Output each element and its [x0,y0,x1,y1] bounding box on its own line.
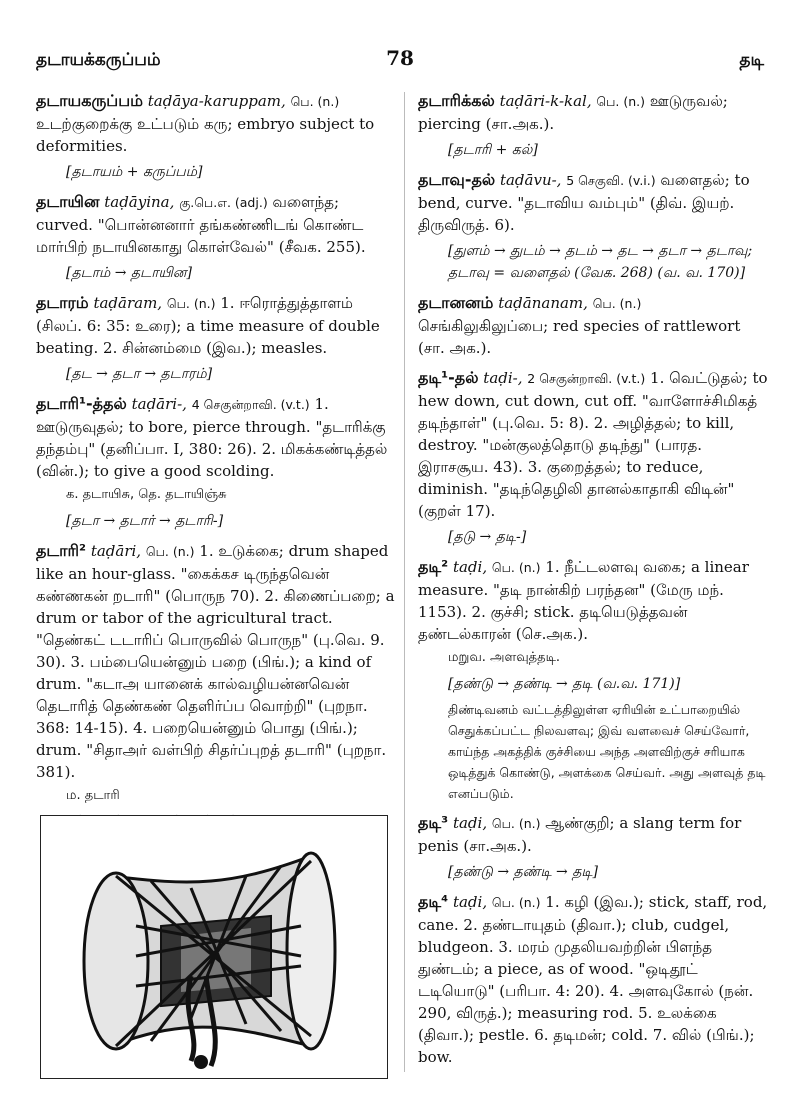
right-column [418,90,770,1076]
definition: வளைந்த; curved. "பொன்னனார் தங்கண்ணிடங் கொண்ட மார்பிற் நடாயினகாது கொள்வேல்" (சீவக. 255). [36,193,366,256]
definition: 1. நீட்டலளவு வகை; a linear measure. "தடி நான்கிற் பரந்தன" (மேரு மந். 1153). 2. குச்சி; stick. தடியெடுத்தவன் தண்டல்காரன் (செ.அக.). [418,558,749,643]
entry [36,292,398,385]
headword: தடி⁴ [418,892,449,911]
definition: உடற்குறைக்கு உட்படும் கரு; embryo subject to deformities. [36,115,375,155]
grammar: 5 செகுவி. (v.i.) [566,173,656,188]
grammar: பெ. (n.) [491,816,541,831]
definition: 1. கழி (இவ.); stick, staff, rod, cane. 2. தண்டாயுதம் (திவா.); club, cudgel, bludgeon. 3. மரம் முதலியவற்றின் பிளந்த துண்டம்; a piece, as of wood. "ஒடிதூட் டடியொடு" (பரிபா. 4: 20). 4. அளவுகோல் (நன். 290, விருத்.); measuring rod. 5. உலக்கை (திவா.); pestle. 6. தடிமன்; cold. 7. வில் (பிங்.); bow. [418,893,768,1066]
page-number: 78 [386,46,414,70]
transliteration: taḍi, [452,893,488,911]
transliteration: taḍāri, [90,542,142,560]
transliteration: taḍi, [452,814,488,832]
etymology: [தடாம் → தடாயின] [66,265,192,281]
headword: தடாயகருப்பம் [36,91,143,110]
headword: தடி² [418,557,449,576]
grammar: பெ. (n.) [596,94,646,109]
transliteration: taḍāri-, [131,395,187,413]
cognate-note: க. தடாயிசு, தெ. தடாயிஞ்சு [66,487,227,502]
grammar: 4 செகுன்றாவி. (v.t.) [191,397,310,412]
cognate-note: ம. தடாரி [66,788,120,803]
synonym-note: மறுவ. அளவுத்தடி. [448,650,561,665]
definition: 1. வெட்டுதல்; to hew down, cut down, cut off. "வாளோச்சிமிகத் தடிந்தாள்" (பு.வெ. 5: 8). 2. அழித்தல்; to kill, destroy. "மன்குலத்தொடு தடிந்து" (பாரத. இராசசூய. 43). 3. குறைத்தல்; to reduce, diminish. "தடிந்தெழிலி தானல்காதாகி விடின்" (குறள் 17). [418,369,768,520]
definition: வளைதல்; to bend, curve. "தடாவிய வம்பும்" (திவ். இயற். திருவிருத். 6). [418,171,750,234]
transliteration: taḍi, [452,558,488,576]
transliteration: taḍāram, [93,294,163,312]
header-right-guide-word: தடி [739,50,764,70]
transliteration: taḍāvu-, [499,171,562,189]
entry [418,169,770,284]
headword: தடானனம் [418,293,494,312]
definition: ஆண்குறி; a slang term for penis (சா.அக.). [418,814,742,855]
page-header [36,46,764,80]
entry [418,812,770,883]
etymology: [தடு → தடி-] [448,529,527,545]
transliteration: taḍi-, [483,369,523,387]
headword: தடாரி¹-த்தல் [36,394,127,413]
entry [418,367,770,548]
headword: தடாரிக்கல் [418,91,495,110]
definition: 1. ஊடுருவுதல்; to bore, pierce through. "தடாரிக்கு தந்தம்பு" (தனிப்பா. I, 380: 26). 2. மிகக்கண்டித்தல் (வின்.); to give a good scolding. [36,395,388,480]
grammar: பெ. (n.) [491,895,541,910]
entry [418,292,770,359]
grammar: பெ. (n.) [290,94,340,109]
headword: தடி¹-தல் [418,368,479,387]
headword: தடாரம் [36,293,89,312]
entry [36,90,398,183]
grammar: பெ. (n.) [491,560,541,575]
etymology: [தடாயம் + கருப்பம்] [66,164,203,180]
grammar: 2 செகுன்றாவி. (v.t.) [527,371,646,386]
transliteration: taḍāri-k-kal, [499,92,592,110]
entry [36,540,398,855]
etymology: [தடாரி + கல்] [448,142,538,158]
entry [418,556,770,804]
definition: 1. உடுக்கை; drum shaped like an hour-glass. "கைக்கச டிருந்தவென் கண்ணகன் றடாரி" (பொருந 70). 2. கிணைப்பறை; a drum or tabor of the agricultural tract. "தெண்கட் டடாரிப் பொருவில் பொருந" (பு.வெ. 9. 30). 3. பம்பையென்னும் பறை (பிங்.); a kind of drum. "கடாஅ யானைக் கால்வழியன்னவென் தெடாரித் தெண்கண் தெளிர்ப்ப வொற்றி" (புறநா. 368: 14-15). 4. பறையென்னும் பொது (பிங்.); drum. "சிதாஅர் வள்பிற் சிதர்ப்புறத் தடாரி" (புறநா. 381). [36,542,395,781]
transliteration: taḍāyina, [104,193,175,211]
entry [418,90,770,161]
grammar: பெ. (n.) [166,296,216,311]
explanatory-paragraph: திண்டிவனம் வட்டத்திலுள்ள ஏரியின் உட்பாறையில் செதுக்கப்பட்ட நிலவளவு; இவ் வளவைச் செய்வோர், காய்ந்த அகத்திக் குச்சியை அந்த அளவிற்குச் சரியாக ஒடித்துக் கொண்டு, அளக்கை செய்வர். அது அளவுத் தடி எனப்படும். [448,702,766,801]
drum-drawing [41,816,387,1078]
entry [36,191,398,284]
headword: தடாரி² [36,541,87,560]
etymology: [தடா → தடார் → தடாரி-] [66,513,224,529]
etymology: [தண்டு → தண்டி → தடி] [448,864,598,880]
transliteration: taḍānanam, [498,294,588,312]
grammar: பெ. (n.) [145,544,195,559]
definition: செங்கிலுகிலுப்பை; red species of rattlewort (சா. அக.). [418,317,741,357]
grammar: பெ. (n.) [592,296,642,311]
grammar: கு.பெ.எ. (adj.) [179,195,268,210]
etymology: [தட → தடா → தடாரம்] [66,366,213,382]
entry [36,393,398,532]
definition: ஊடுருவல்; piercing (சா.அக.). [418,92,728,133]
etymology: [துளம் → துடம் → தடம் → தட → தடா → தடாவு; தடாவு = வளைதல் (வேக. 268) (வ. வ. 170)] [448,243,753,281]
headword: தடி³ [418,813,449,832]
header-left-guide-word: தடாயக்கருப்பம் [36,50,161,70]
headword: தடாயின [36,192,100,211]
headword: தடாவு-தல் [418,170,496,189]
left-column [36,90,398,863]
etymology: [தண்டு → தண்டி → தடி (வ.வ. 171)] [448,676,681,692]
entry [418,891,770,1068]
drum-illustration [40,815,388,1079]
definition: 1. ஈரொத்துத்தாளம் (சிலப். 6: 35: உரை); a time measure of double beating. 2. சின்னம்மை (இவ.); measles. [36,294,380,357]
column-divider [404,92,405,1072]
transliteration: taḍāya-karuppam, [147,92,286,110]
